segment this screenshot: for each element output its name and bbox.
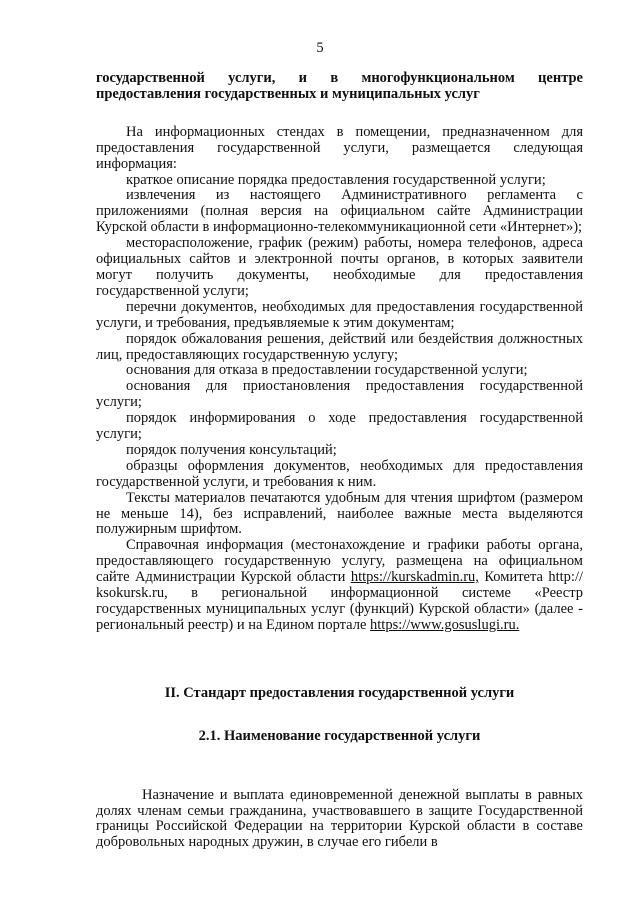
paragraph: порядок информирования о ходе предоставления государственной услуги; bbox=[96, 410, 583, 443]
paragraph: месторасположение, график (режим) работы, номера телефонов, адреса официальных сайтов и электронной почты органов, в которых заявители могут получить документы, необходимые для предоставления государственной услуги; bbox=[96, 235, 583, 299]
document-body bbox=[96, 71, 583, 851]
continued-heading: государственной услуги, и в многофункциональном центре предоставления государственных и муниципальных услуг bbox=[96, 70, 583, 102]
admin-site-link[interactable]: https://kurskadmin.ru, bbox=[350, 569, 479, 586]
page-number: 5 bbox=[316, 40, 324, 56]
paragraph: основания для приостановления предоставления государственной услуги; bbox=[96, 378, 583, 411]
reference-text-1: Справочная информация (местонахождение и графики работы органа, предоставляющего государственную услугу, размещена на официальном сайте Администрации Курской области bbox=[96, 537, 583, 586]
paragraph: порядок получения консультаций; bbox=[126, 441, 337, 458]
paragraph: основания для отказа в предоставлении государственной услуги; bbox=[126, 362, 528, 379]
paragraph: образцы оформления документов, необходимых для предоставления государственной услуги, и требования к ним. bbox=[96, 457, 583, 490]
paragraph: На информационных стендах в помещении, предназначенном для предоставления государственной услуги, размещается следующая информация: bbox=[96, 123, 583, 172]
paragraph: перечни документов, необходимых для предоставления государственной услуги, и требования, предъявляемые к этим документам; bbox=[96, 298, 583, 331]
final-paragraph: Назначение и выплата единовременной денежной выплаты в равных долях членам семьи гражданина, участвовавшего в защите Государственной границы Российской Федерации на территории Курской области в составе добровольных народных дружин, в случае его гибели в bbox=[96, 786, 583, 851]
reference-paragraph bbox=[96, 538, 583, 633]
subsection-title: 2.1. Наименование государственной услуги bbox=[198, 727, 481, 744]
paragraph: извлечения из настоящего Административного регламента с приложениями (полная версия на официальном сайте Администрации Курской области в информационно-телекоммуникационной сети «Интернет»); bbox=[96, 187, 583, 236]
paragraph: порядок обжалования решения, действий или бездействия должностных лиц, предоставляющих государственную услугу; bbox=[96, 330, 583, 363]
section-title: II. Стандарт предоставления государственной услуги bbox=[164, 684, 515, 701]
gosuslugi-link[interactable]: https://www.gosuslugi.ru. bbox=[370, 616, 520, 633]
paragraph: Тексты материалов печатаются удобным для чтения шрифтом (размером не меньше 14), без исправлений, наиболее важные места выделяются полужирным шрифтом. bbox=[96, 489, 583, 538]
reference-text-2: Комитета http:// ksokursk.ru, в региональной информационной системе «Реестр государственных муниципальных услуг (функций) Курской области» (далее - региональный реестр) и на Едином портале bbox=[96, 569, 583, 633]
paragraph: краткое описание порядка предоставления государственной услуги; bbox=[126, 171, 546, 188]
